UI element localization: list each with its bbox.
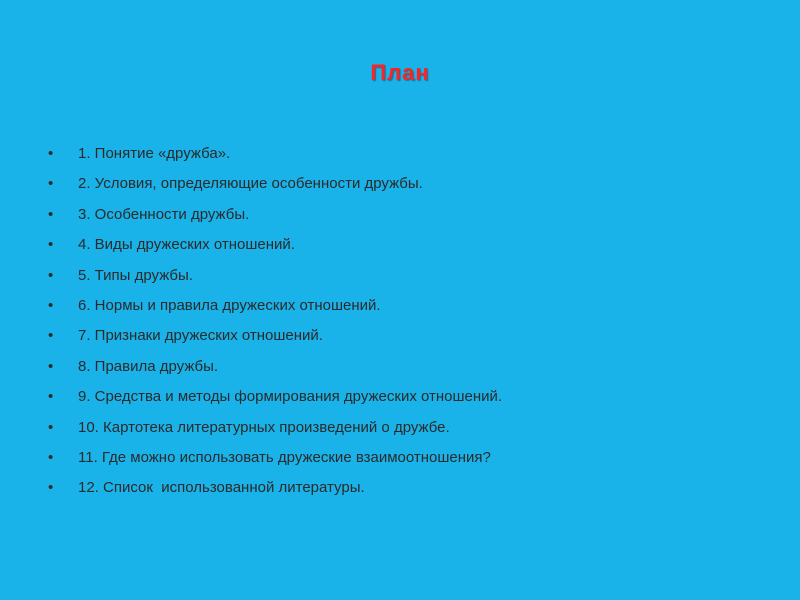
list-item <box>48 449 768 479</box>
list-item-text: 1. Понятие «дружба». <box>78 145 231 162</box>
list-item <box>48 236 768 266</box>
bullet-icon: • <box>48 448 54 466</box>
list-item <box>48 175 768 205</box>
list-item <box>48 297 768 327</box>
list-item-text: 9. Средства и методы формирования дружеских отношений. <box>78 388 503 406</box>
bullet-icon: • <box>48 418 54 436</box>
list-item-text: 7. Признаки дружеских отношений. <box>78 327 323 345</box>
list-item <box>48 206 768 236</box>
list-item <box>48 145 768 175</box>
bullet-icon: • <box>48 266 54 284</box>
bullet-icon: • <box>48 479 54 497</box>
list-item <box>48 479 768 509</box>
bullet-icon: • <box>48 236 54 254</box>
list-item <box>48 419 768 449</box>
bullet-icon: • <box>48 296 54 314</box>
plan-list <box>48 145 768 510</box>
slide-title: План <box>370 60 430 85</box>
list-item <box>48 388 768 418</box>
list-item <box>48 358 768 388</box>
bullet-icon: • <box>48 205 54 223</box>
bullet-icon: • <box>48 327 54 345</box>
list-item-text: 6. Нормы и правила дружеских отношений. <box>78 296 381 314</box>
list-item-text: 10. Картотека литературных произведений о дружбе. <box>78 418 450 436</box>
bullet-icon: • <box>48 388 54 406</box>
list-item-text: 4. Виды дружеских отношений. <box>78 236 295 254</box>
list-item <box>48 267 768 297</box>
list-item <box>48 327 768 357</box>
list-item-text: 3. Особенности дружбы. <box>78 205 250 223</box>
list-item-text: 12. Список использованной литературы. <box>78 479 365 497</box>
list-item-text: 8. Правила дружбы. <box>78 357 219 375</box>
bullet-icon: • <box>48 175 54 193</box>
list-item-text: 11. Где можно использовать дружеские взаимоотношения? <box>78 448 491 466</box>
list-item-text: 2. Условия, определяющие особенности дружбы. <box>78 175 423 193</box>
bullet-icon: • <box>48 357 54 375</box>
bullet-icon: • <box>48 145 54 162</box>
list-item-text: 5. Типы дружбы. <box>78 266 193 284</box>
